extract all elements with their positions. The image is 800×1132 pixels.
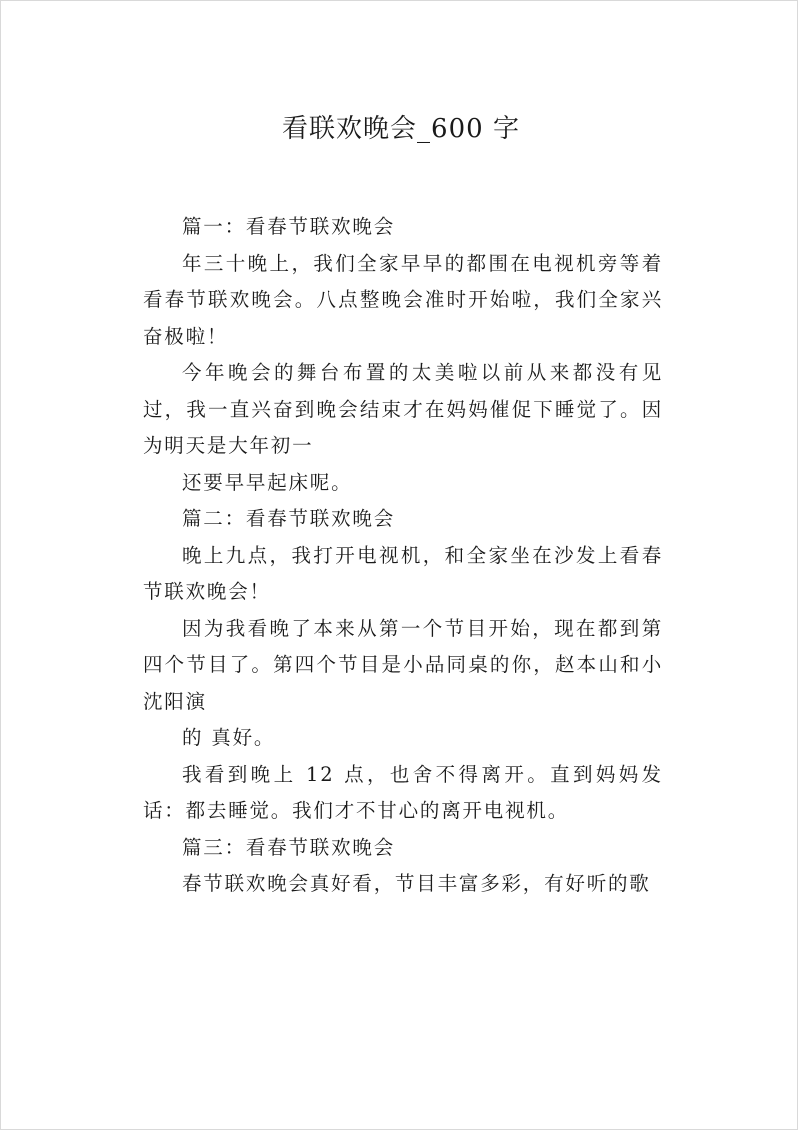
paragraph: 的 真好。 — [182, 726, 276, 749]
paragraph: 晚上九点，我打开电视机，和全家坐在沙发上看春节联欢晚会！ — [143, 543, 663, 603]
section-heading-3: 篇三：看春节联欢晚会 — [182, 835, 396, 859]
document-body — [143, 209, 663, 903]
paragraph: 还要早早起床呢。 — [182, 470, 353, 494]
paragraph: 我看到晚上 12 点，也舍不得离开。直到妈妈发话：都去睡觉。我们才不甘心的离开电视机。 — [143, 762, 663, 822]
section-heading-1: 篇一：看春节联欢晚会 — [182, 215, 396, 238]
paragraph: 年三十晚上，我们全家早早的都围在电视机旁等着看春节联欢晚会。八点整晚会准时开始啦，我们全家兴奋极啦！ — [143, 251, 663, 348]
paragraph: 因为我看晚了本来从第一个节目开始，现在都到第四个节目了。第四个节目是小品同桌的你，赵本山和小沈阳演 — [143, 616, 663, 713]
paragraph: 春节联欢晚会真好看，节目丰富多彩，有好听的歌 — [182, 872, 651, 895]
document-title: 看联欢晚会_600 字 — [282, 114, 520, 144]
section-heading-2: 篇二：看春节联欢晚会 — [182, 507, 396, 530]
paragraph: 今年晚会的舞台布置的太美啦以前从来都没有见过，我一直兴奋到晚会结束才在妈妈催促下睡觉了。因为明天是大年初一 — [143, 361, 663, 457]
